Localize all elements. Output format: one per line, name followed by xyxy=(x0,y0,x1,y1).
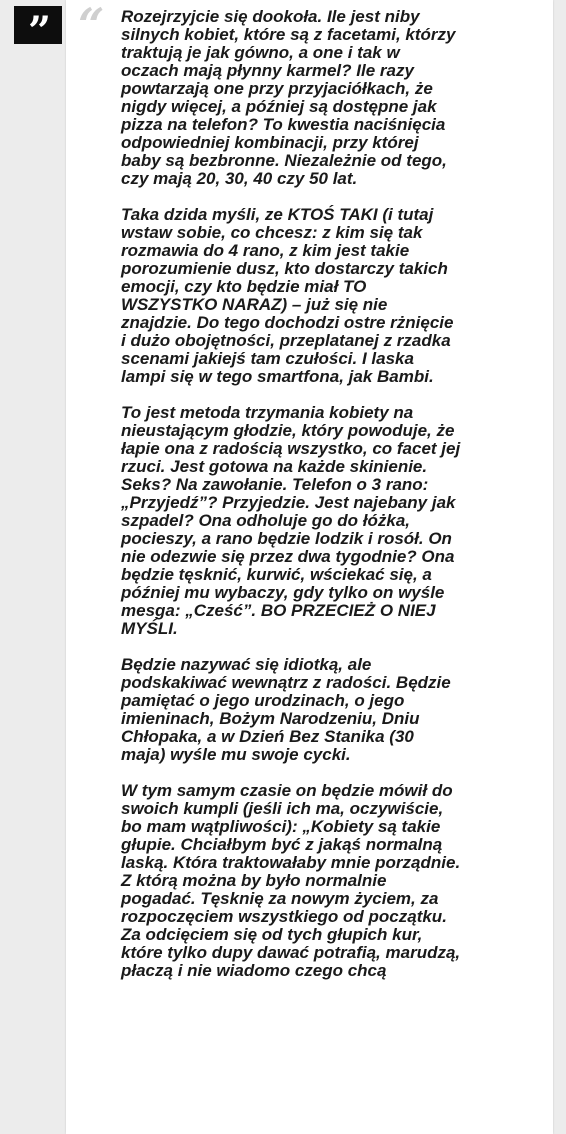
quote-paragraph: Rozejrzyjcie się dookoła. Ile jest niby silnych kobiet, które są z facetami, którzy traktują je jak gówno, a one i tak w oczach mają płynny karmel? Ile razy powtarzają one przy przyjaciółkach, że nigdy więcej, a później są dostępne jak pizza na telefon? To kwestia naciśnięcia odpowiedniej kombinacji, przy której baby są bezbronne. Niezależnie od tego, czy mają 20, 30, 40 czy 50 lat. xyxy=(121,7,456,188)
quote-text xyxy=(121,8,461,998)
quote-paragraph: Taka dzida myśli, ze KTOŚ TAKI (i tutaj wstaw sobie, co chcesz: z kim się tak rozmawia do 4 rano, z kim jest takie porozumienie dusz, kto dostarczy takich emocji, czy kto będzie miał TO WSZYSTKO NARAZ) – już się nie znajdzie. Do tego dochodzi ostre rżnięcie i dużo obojętności, przeplatanej z rzadka scenami jakiejś tam czułości. I laska lampi się w tego smartfona, jak Bambi. xyxy=(121,205,454,386)
quote-paragraph: To jest metoda trzymania kobiety na nieustającym głodzie, który powoduje, że łapie ona z radością wszystko, co facet jej rzuci. Jest gotowa na każde skinienie. Seks? Na zawołanie. Telefon o 3 rano: „Przyjedź”? Przyjedzie. Jest najebany jak szpadel? Ona odholuje go do łóżka, pocieszy, a rano będzie lodzik i rosół. On nie odezwie się przez dwa tygodnie? Ona będzie tęsknić, kurwić, wściekać się, a później mu wybaczy, gdy tylko on wyśle mesga: „Cześć”. BO PRZECIEŻ O NIEJ MYŚLI. xyxy=(121,403,461,638)
quote-paragraph: Będzie nazywać się idiotką, ale podskakiwać wewnątrz z radości. Będzie pamiętać o jego urodzinach, o jego imieninach, Bożym Narodzeniu, Dniu Chłopaka, a w Dzień Bez Stanika (30 maja) wyśle mu swoje cycki. xyxy=(121,655,451,764)
quote-badge xyxy=(14,6,62,55)
quote-icon: ” xyxy=(27,8,48,55)
open-quote-icon: “ xyxy=(78,0,101,52)
quote-paragraph: W tym samym czasie on będzie mówił do swoich kumpli (jeśli ich ma, oczywiście, bo mam wątpliwości): „Kobiety są takie głupie. Chciałbym być z jakąś normalną laską. Która traktowałaby mnie porządnie. Z którą można by było normalnie pogadać. Tęsknię za nowym życiem, za rozpoczęciem wszystkiego od początku. Za odcięciem się od tych głupich kur, które tylko dupy dawać potrafią, marudzą, płaczą i nie wiadomo czego chcą xyxy=(121,781,461,980)
